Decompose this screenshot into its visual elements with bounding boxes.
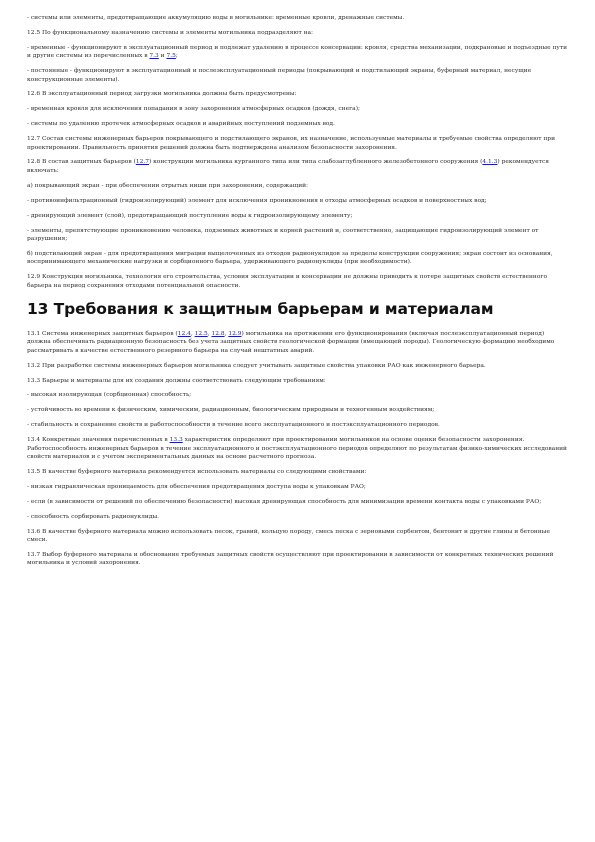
paragraph-q1	[27, 330, 568, 355]
paragraph-text: - высокая изолирующая (сорбционная) способность;	[27, 392, 192, 399]
clause-reference-link[interactable]: 7.5	[166, 53, 176, 60]
paragraph-p6	[27, 105, 568, 113]
clause-reference-link[interactable]: 13.3	[169, 437, 183, 444]
paragraph-p1	[27, 14, 568, 22]
paragraph-text: ;	[175, 53, 178, 60]
paragraph-p15	[27, 273, 568, 290]
paragraph-text: - устойчивость во времени к физическим, химическим, радиационным, биологическим природным и техногенным воздействиям;	[27, 407, 435, 414]
paragraph-q10	[27, 498, 568, 506]
paragraph-text: и	[158, 53, 167, 60]
paragraph-p10	[27, 182, 568, 190]
paragraph-text: ) могильника на протяжении его функционирования (включая послеэксплуатационный период) должна обеспечивать радиационную безопасность без учета защитных свойств геологической формации (вмещающей породы). Геологическую формацию необходимо рассматривать в качестве естественного резервного барьера на случай нештатных аварий.	[27, 330, 555, 354]
section-13-body	[27, 330, 568, 568]
paragraph-text: 13.2 При разработке системы инженерных барьеров могильника следует учитывать защитные свойства упаковки РАО как инженерного барьера.	[27, 362, 486, 369]
paragraph-p7	[27, 120, 568, 128]
paragraph-text: характеристик определяют при проектировании могильников на основе оценки безопасности захоронения. Работоспособность инженерных барьеров в течение эксплуатационного и постэксплуатационного периодов определяют по результатам физико-химических исследований свойств материалов и с учетом экспериментальных данных на основе расчетного прогноза.	[27, 437, 567, 460]
paragraph-text: - стабильность и сохранение свойств и работоспособности в течение всего эксплуатационного и постэксплуатационного периодов.	[27, 422, 440, 429]
clause-reference-link[interactable]: 12.5	[194, 330, 208, 337]
paragraph-p14	[27, 250, 568, 267]
paragraph-text: 12.6 В эксплуатационный период загрузки могильника должны быть предусмотрены:	[27, 91, 297, 98]
clause-reference-link[interactable]: 12.7	[135, 159, 149, 166]
paragraph-p13	[27, 227, 568, 244]
paragraph-text: - постоянные - функционируют в эксплуатационный и послеэксплуатационный периоды (покрывающий и подстилающий экраны, буферный материал, несущие конструкционные элементы).	[27, 68, 532, 83]
paragraph-text: - системы по удалению протечек атмосферных осадков и аварийных поступлений подземных вод.	[27, 121, 335, 128]
paragraph-p4	[27, 67, 568, 84]
paragraph-q3	[27, 377, 568, 385]
paragraph-q6	[27, 421, 568, 429]
paragraph-text: - временные - функционируют в эксплуатационный период и подлежат удалению в процессе консервации: кровля, средства механизации, подкрановые и подъездные пути и другие системы из перечисленных в	[27, 44, 568, 60]
paragraph-q13	[27, 551, 568, 568]
paragraph-q7	[27, 436, 568, 461]
paragraph-p12	[27, 212, 568, 220]
paragraph-text: 13.5 В качестве буферного материала рекомендуется использовать материалы со следующими свойствами:	[27, 468, 367, 475]
paragraph-text: 12.8 В состав защитных барьеров (	[27, 159, 136, 166]
paragraph-p11	[27, 197, 568, 205]
paragraph-text: 13.1 Система инженерных защитных барьеров (	[27, 330, 178, 337]
section-12-continuation	[27, 14, 568, 290]
clause-reference-link[interactable]: 12.4	[177, 330, 191, 337]
paragraph-p5	[27, 90, 568, 98]
clause-reference-link[interactable]: 7.3	[149, 53, 159, 60]
paragraph-p9	[27, 158, 568, 175]
paragraph-text: 13.4 Конкретные значения перечисленных в	[27, 437, 170, 444]
paragraph-text: - системы или элементы, предотвращающие аккумуляцию воды в могильнике: временные кровли, дренажные системы.	[27, 15, 405, 21]
paragraph-text: - элементы, препятствующие проникновению человека, подземных животных и корней растений и, соответственно, защищающие гидроизолирующий элемент от разрушения;	[27, 227, 539, 242]
paragraph-text: ) конструкции могильника курганного типа или типа слабозаглубленного железобетонного сооружения (	[148, 159, 483, 166]
paragraph-text: ,	[190, 330, 195, 337]
paragraph-text: 12.7 Состав системы инженерных барьеров покрывающего и подстилающего экранов, их назначение, используемые материалы и требуемые свойства определяют при проектировании. Правильность принятия решений должна быть подтверждена анализом безопасности захоронения.	[27, 136, 555, 151]
paragraph-text: 13.3 Барьеры и материалы для их создания должны соответствовать следующим требованиям:	[27, 377, 326, 384]
paragraph-text: - временная кровля для исключения попадания в зону захоронения атмосферных осадков (дождя, снега);	[27, 106, 360, 113]
paragraph-q9	[27, 483, 568, 491]
paragraph-q12	[27, 528, 568, 545]
paragraph-q11	[27, 513, 568, 521]
paragraph-text: - противоинфильтрационный (гидроизолирующий) элемент для исключения проникновения в отходы атмосферных осадков и поверхностных вод;	[27, 197, 487, 204]
clause-reference-link[interactable]: 12.9	[228, 330, 242, 337]
paragraph-text: - если (в зависимости от решений по обеспечению безопасности) высокая дренирующая способность для минимизации времени контакта воды с упаковками РАО;	[27, 498, 542, 505]
paragraph-p2	[27, 29, 568, 37]
paragraph-text: ,	[207, 330, 212, 337]
paragraph-text: а) покрывающий экран - при обеспечении отрытых ниши при захоронении, содержащий:	[27, 182, 309, 189]
paragraph-text: 13.7 Выбор буферного материала и обоснование требуемых защитных свойств осуществляют при проектировании в зависимости от конкретных технических решений могильника и условий захоронения.	[27, 551, 554, 567]
paragraph-text: ,	[224, 330, 229, 337]
paragraph-q4	[27, 391, 568, 399]
paragraph-p3	[27, 44, 568, 61]
paragraph-text: б) подстилающий экран - для предотвращения миграции выщелоченных из отходов радионуклидов за пределы конструкции сооружения; экран состоит из основания, воспринимающего механические нагрузки и сорбционного барьера, удерживающего радионуклиды (при необходимости).	[27, 250, 553, 266]
clause-reference-link[interactable]: 12.8	[211, 330, 225, 337]
section-heading: 13 Требования к защитным барьерам и материалам	[27, 299, 494, 318]
paragraph-text: 12.5 По функциональному назначению системы и элементы могильника подразделяют на:	[27, 29, 314, 36]
paragraph-text: - дренирующий элемент (слой), предотвращающий поступление воды к гидроизолирующему элементу;	[27, 212, 353, 219]
paragraph-text: 13.6 В качестве буферного материала можно использовать песок, гравий, кольцую породу, смесь песка с зерновыми сорбентом, бентонит и другие глины и бетонные смеси.	[27, 528, 550, 543]
paragraph-text: - способность сорбировать радионуклиды.	[27, 513, 160, 520]
paragraph-p8	[27, 135, 568, 152]
paragraph-text: 12.9 Конструкция могильника, технология его строительства, условия эксплуатации и консервации не должны приводить к потере защитных свойств естественного барьера на период сохранения отходами потенциальной опасности.	[27, 274, 548, 289]
clause-reference-link[interactable]: 4.1.3	[482, 159, 498, 166]
paragraph-text: - низкая гидравлическая проницаемость для обеспечения предотвращения доступа воды к упаковкам РАО;	[27, 483, 366, 490]
paragraph-q2	[27, 362, 568, 370]
paragraph-q5	[27, 406, 568, 414]
paragraph-text: ) рекомендуется включать:	[27, 159, 549, 174]
paragraph-q8	[27, 468, 568, 476]
